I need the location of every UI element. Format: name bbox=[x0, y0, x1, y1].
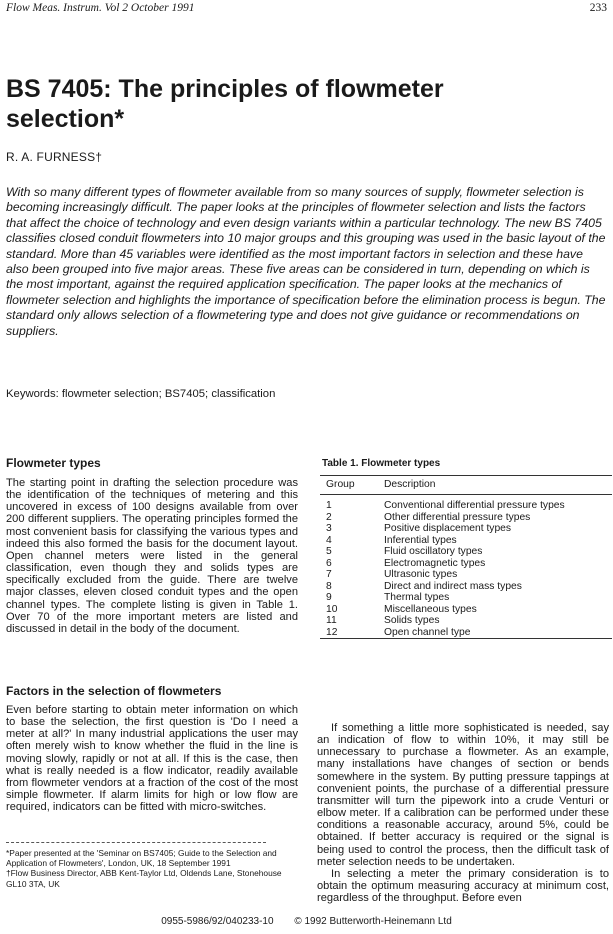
group-number: 12 bbox=[326, 626, 338, 638]
table-row bbox=[320, 512, 612, 524]
footnote-seminar: *Paper presented at the 'Seminar on BS7405; Guide to the Selection and Application of Flowmeters', London, UK, 18 September 1991 bbox=[6, 848, 277, 869]
table-row bbox=[320, 558, 612, 570]
table-row bbox=[320, 495, 612, 512]
table-row bbox=[320, 592, 612, 604]
group-description: Miscellaneous types bbox=[384, 603, 477, 615]
group-number: 10 bbox=[326, 603, 338, 615]
group-description: Positive displacement types bbox=[384, 523, 512, 534]
group-description: Fluid oscillatory types bbox=[384, 546, 483, 557]
page-number: 233 bbox=[589, 2, 607, 14]
table-row bbox=[320, 627, 612, 639]
group-number: 5 bbox=[326, 546, 332, 557]
table-row bbox=[320, 581, 612, 593]
table-row bbox=[320, 535, 612, 547]
group-number: 4 bbox=[326, 534, 332, 546]
keywords: Keywords: flowmeter selection; BS7405; classification bbox=[6, 388, 276, 400]
group-number: 9 bbox=[326, 592, 332, 603]
page-footer bbox=[0, 916, 613, 927]
table-body bbox=[320, 495, 612, 639]
footnote-affiliation: †Flow Business Director, ABB Kent-Taylor Ltd, Oldends Lane, Stonehouse GL10 3TA, UK bbox=[6, 868, 282, 889]
issn: 0955-5986/92/040233-10 bbox=[161, 916, 274, 927]
group-number: 8 bbox=[326, 580, 332, 592]
table-row bbox=[320, 604, 612, 616]
table-row bbox=[320, 615, 612, 627]
paragraph-primary-consideration: In selecting a meter the primary consideration is to obtain the optimum measuring accuracy at minimum cost, regardless of the throughput. Before even bbox=[317, 867, 609, 905]
column-header-description: Description bbox=[384, 479, 436, 490]
table-row bbox=[320, 546, 612, 558]
article-title: BS 7405: The principles of flowmeter selection* bbox=[6, 75, 444, 133]
flowmeter-types-table bbox=[320, 475, 612, 639]
abstract: With so many different types of flowmeter available from so many sources of supply, flowmeter selection is becoming increasingly difficult. The paper looks at the principles of flowmeter selection and lists the factors that affect the choice of technology and even design variants within a particular technology. The new BS 7405 classifies closed conduit flowmeters into 10 major groups and this grouping was used in the basic layout of the standard. More than 45 variables were identified as the most important factors in selection and these have also been grouped into five major areas. These five areas can be considered in turn, depending on which is the most important, against the required application specification. The paper looks at the mechanics of flowmeter selection and highlights the importance of specification before the elimination process is begun. The standard only allows selection of a flowmetering type and does not give guidance or recommendations on suppliers. bbox=[6, 185, 606, 338]
group-description: Other differential pressure types bbox=[384, 511, 531, 523]
group-description: Inferential types bbox=[384, 534, 457, 546]
section-heading-flowmeter-types: Flowmeter types bbox=[6, 456, 101, 470]
footnotes bbox=[6, 848, 302, 889]
group-description: Thermal types bbox=[384, 592, 450, 603]
group-description: Ultrasonic types bbox=[384, 569, 458, 580]
group-description: Electromagnetic types bbox=[384, 557, 486, 569]
section-text-flowmeter-types: The starting point in drafting the selection procedure was the identification of the techniques of metering and this uncovered in excess of 100 designs available from over 200 different suppliers. The operating principles formed the most convenient basis for classifying the various types and indeed this also formed the basis for the document layout. Open channel meters were listed in the general classification, even though they and solids types are specifically excluded from the guide. There are twelve major classes, eleven closed conduit types and the open channel types. The complete listing is given in Table 1. Over 70 of the more important meters are listed and discussed in detail in the body of the document. bbox=[6, 477, 298, 635]
group-number: 6 bbox=[326, 557, 332, 569]
table-row bbox=[320, 569, 612, 581]
copyright: © 1992 Butterworth-Heinemann Ltd bbox=[294, 916, 452, 927]
right-column-text bbox=[317, 722, 609, 904]
author-name: R. A. FURNESS† bbox=[6, 150, 103, 164]
group-number: 7 bbox=[326, 569, 332, 580]
section-text-selection-factors: Even before starting to obtain meter information on which to base the selection, the first question is 'Do I need a meter at all?' In many industrial applications the user may often merely wish to know whether the fluid in the line is moving slowly, rapidly or not at all. If this is the case, then what is really needed is a flow indicator, readily available from flowmeter vendors at a fraction of the cost of the most simple flowmeter. If alarm limits for high or low flow are required, indicators can be fitted with micro-switches. bbox=[6, 704, 298, 814]
group-description: Direct and indirect mass types bbox=[384, 580, 522, 592]
group-description: Conventional differential pressure types bbox=[384, 500, 565, 511]
group-number: 2 bbox=[326, 511, 332, 523]
section-heading-selection-factors: Factors in the selection of flowmeters bbox=[6, 684, 222, 698]
footnote-divider bbox=[6, 842, 266, 843]
group-description: Solids types bbox=[384, 615, 440, 626]
group-number: 11 bbox=[326, 615, 337, 626]
table-row bbox=[320, 523, 612, 535]
group-description: Open channel type bbox=[384, 626, 471, 638]
group-number: 1 bbox=[326, 500, 332, 511]
table-caption: Table 1. Flowmeter types bbox=[322, 458, 441, 469]
group-number: 3 bbox=[326, 523, 332, 534]
paragraph-sophisticated: If something a little more sophisticated is needed, say an indication of flow to within 10%, it may still be unnecessary to purchase a flowmeter. As an example, many installations have changes of section or bends somewhere in the system. By putting pressure tappings at convenient points, the purchase of a differential pressure transmitter will turn the pipework into a crude Venturi or elbow meter. If a calibration can be performed under these conditions a reasonable accuracy, around 5%, could be obtained. If better accuracy is required or the signal is being used to control the process, then the difficult task of meter selection needs to be undertaken. bbox=[317, 722, 609, 868]
table-header-row bbox=[320, 476, 612, 495]
running-head: Flow Meas. Instrum. Vol 2 October 1991 bbox=[6, 2, 195, 14]
column-header-group: Group bbox=[326, 479, 355, 490]
